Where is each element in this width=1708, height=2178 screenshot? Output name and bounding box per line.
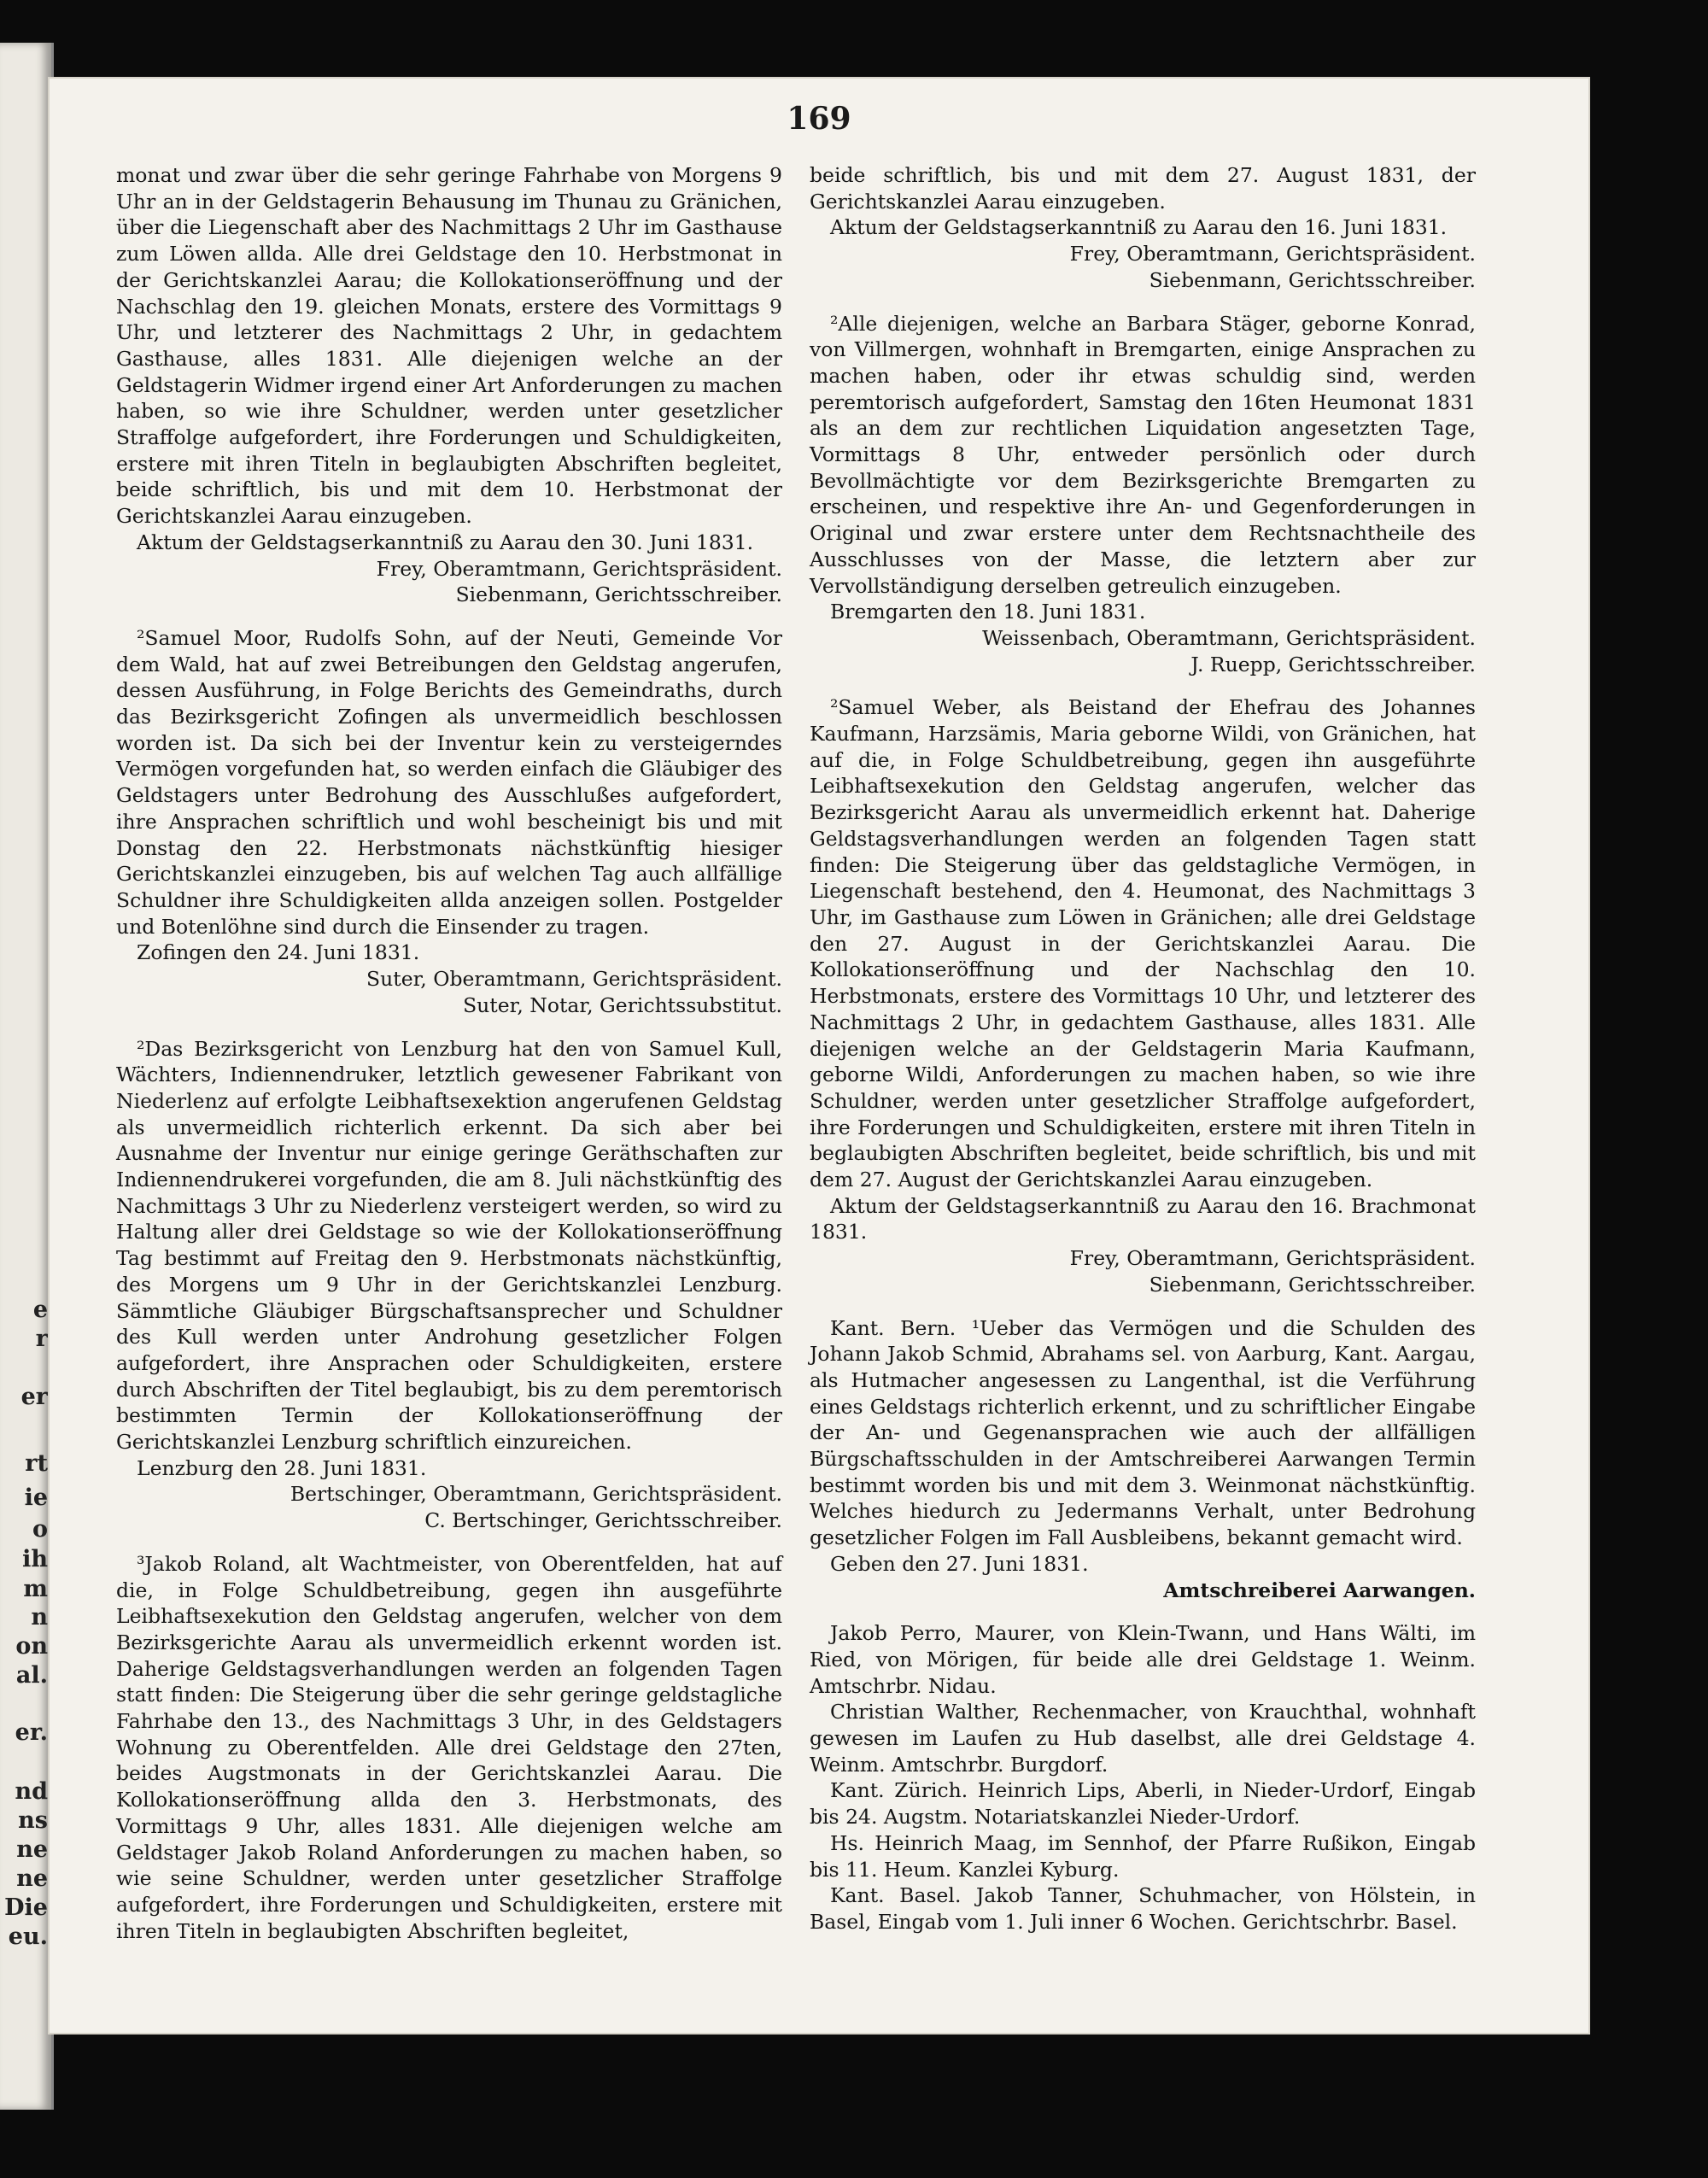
notice-roland-text: ³Jakob Roland, alt Wachtmeister, von Oberentfelden, hat auf die, in Folge Schuldbetreibung, gegen ihn ausgeführte Leibhaftsexekution den Geldstag angerufen, welcher von dem Bezirksgerichte Aarau als unvermeidlich erkennt worden ist. Daherige Geldstagsverhandlungen werden an folgenden Tagen statt finden: Die Steigerung über die sehr geringe geldstagliche Fahrhabe den 13., des Nachmittags 3 Uhr, in des Geldstagers Wohnung zu Oberentfelden. Alle drei Geldstage den 27ten, beides Augstmonats in der Gerichtskanzlei Aarau. Die Kollokationseröffnung allda den 3. Herbstmonats, des Vormittags 9 Uhr, alles 1831. Alle diejenigen welche am Geldstager Jakob Roland Anforderungen zu machen haben, so wie seine Schuldner, werden unter gesetzlicher Straffolge aufgefordert, ihre Forderungen und Schuldigkeiten, erstere mit ihren Titeln in beglaubigten Abschriften begleitet, bbox=[116, 1551, 782, 1943]
notice-tanner-text: Kant. Basel. Jakob Tanner, Schuhmacher, von Hölstein, in Basel, Eingab vom 1. Juli inner 6 Wochen. Gerichtschrbr. Basel. bbox=[810, 1883, 1476, 1934]
prev-page-fragment: Die bbox=[4, 1894, 48, 1921]
prev-page-fragment: ne bbox=[16, 1865, 48, 1892]
right-column bbox=[810, 162, 1476, 1935]
notice-moor-text: ²Samuel Moor, Rudolfs Sohn, auf der Neuti, Gemeinde Vor dem Wald, hat auf zwei Betreibungen den Geldstag angerufen, dessen Ausführung, in Folge Berichts des Gemeindraths, durch das Bezirksgericht Zofingen als unvermeidlich beschlossen worden ist. Da sich bei der Inventur kein zu versteigerndes Vermögen vorgefunden hat, so werden einfach die Gläubiger des Geldstagers unter Bedrohung des Ausschlußes aufgefordert, ihre Ansprachen schriftlich und wohl bescheinigt bis und mit Donstag den 22. Herbstmonats nächstkünftig hiesiger Gerichtskanzlei einzugeben, bis auf welchen Tag auch allfällige Schuldner ihre Schuldigkeiten allda anzeigen sollen. Postgelder und Botenlöhne sind durch die Einsender zu tragen. bbox=[116, 625, 782, 939]
notice-walther-text: Christian Walther, Rechenmacher, von Krauchthal, wohnhaft gewesen im Laufen zu Hub daselbst, alle drei Geldstage 4. Weinm. Amtschrbr. Burgdorf. bbox=[810, 1700, 1476, 1777]
notice-schmid-text: Kant. Bern. ¹Ueber das Vermögen und die Schulden des Johann Jakob Schmid, Abrahams sel. von Aarburg, Kant. Aargau, als Hutmacher angesessen zu Langenthal, ist die Verführung eines Geldstags richterlich erkennt, und zu schriftlicher Eingabe der An- und Gegenansprachen wie auch der allfälligen Bürgschaftsschulden in der Amtschreiberei Aarwangen Termin bestimmt worden bis und mit dem 3. Weinmonat nächstkünftig. Welches hiedurch zu Jedermanns Verhalt, unter Bedrohung gesetzlicher Folgen im Fall Ausbleibens, bekannt gemacht wird. bbox=[810, 1315, 1476, 1550]
prev-page-fragment: m bbox=[23, 1576, 48, 1602]
prev-page-fragment: al. bbox=[15, 1662, 48, 1689]
notice-staeger-date: Bremgarten den 18. Juni 1831. bbox=[830, 600, 1146, 624]
notice-lips-text: Kant. Zürich. Heinrich Lips, Aberli, in Nieder-Urdorf, Eingab bis 24. Augstm. Notariatskanzlei Nieder-Urdorf. bbox=[810, 1778, 1476, 1830]
notice-roland-date: Aktum der Geldstagserkanntniß zu Aarau den 16. Juni 1831. bbox=[830, 215, 1448, 240]
notice-widmer-signature-1: Frey, Oberamtmann, Gerichtspräsident. bbox=[376, 556, 782, 581]
notice-weber-text: ²Samuel Weber, als Beistand der Ehefrau des Johannes Kaufmann, Harzsämis, Maria geborne Wildi, von Gränichen, hat auf die, in Folge Schuldbetreibung, gegen ihn ausgeführte Leibhaftsexekution den Geldstag angerufen, welcher das Bezirksgericht Aarau als unvermeidlich erkennt hat. Daherige Geldstagsverhandlungen werden an folgenden Tagen statt finden: Die Steigerung über das geldstagliche Vermögen, in Liegenschaft bestehend, den 4. Heumonat, des Nachmittags 3 Uhr, im Gasthause zum Löwen in Gränichen; alle drei Geldstage den 27. August in der Gerichtskanzlei Aarau. Die Kollokationseröffnung und der Nachschlag den 10. Herbstmonats, erstere des Vormittags 10 Uhr, und letzterer des Nachmittags 2 Uhr, in gedachtem Gasthause, alles 1831. Alle diejenigen welche an der Geldstagerin Maria Kaufmann, geborne Wildi, Anforderungen zu machen haben, so wie ihre Schuldner, werden unter gesetzlicher Straffolge aufgefordert, ihre Forderungen und Schuldigkeiten, erstere mit ihren Titeln in beglaubigten Abschriften begleitet, beide schriftlich, bis und mit dem 27. August der Gerichtskanzlei Aarau einzugeben. bbox=[810, 695, 1476, 1192]
notice-perro-text: Jakob Perro, Maurer, von Klein-Twann, und Hans Wälti, im Ried, von Mörigen, für beide alle drei Geldstage 1. Weinm. Amtschrbr. Nidau. bbox=[810, 1621, 1476, 1698]
notice-kull-text: ²Das Bezirksgericht von Lenzburg hat den von Samuel Kull, Wächters, Indiennendruker, letztlich gewesener Fabrikant von Niederlenz auf erfolgte Leibhaftsexektion angerufenen Geldstag als unvermeidlich richterlich erkennt. Da sich aber bei Ausnahme der Inventur nur einige geringe Geräthschaften zur Indiennendrukerei vorgefunden, die am 8. Juli nächstkünftig des Nachmittags 3 Uhr zu Niederlenz versteigert werden, so wird zu Haltung aller drei Geldstage so wie der Kollokationseröffnung Tag bestimmt auf Freitag den 9. Herbstmonats nächstkünftig, des Morgens um 9 Uhr in der Gerichtskanzlei Lenzburg. Sämmtliche Gläubiger Bürgschaftsansprecher und Schuldner des Kull werden unter Androhung gesetzlicher Folgen aufgefordert, ihre Ansprachen oder Schuldigkeiten, erstere durch Abschriften der Titel beglaubigt, bis zu dem peremtorisch bestimmten Termin der Kollokationseröffnung der Gerichtskanzlei Lenzburg schriftlich einzureichen. bbox=[116, 1036, 782, 1455]
notice-kull-signature-1: Bertschinger, Oberamtmann, Gerichtspräsident. bbox=[290, 1482, 782, 1507]
notice-moor-date: Zofingen den 24. Juni 1831. bbox=[137, 940, 420, 965]
prev-page-fragment: ie bbox=[24, 1484, 48, 1511]
prev-page-fragment: n bbox=[31, 1604, 48, 1631]
notice-staeger-signature-1: Weissenbach, Oberamtmann, Gerichtspräsident. bbox=[982, 625, 1476, 650]
notice-moor-signature-1: Suter, Oberamtmann, Gerichtspräsident. bbox=[366, 967, 782, 992]
prev-page-fragment: on bbox=[15, 1633, 48, 1660]
notice-roland-continued: beide schriftlich, bis und mit dem 27. August 1831, der Gerichtskanzlei Aarau einzugeben. bbox=[810, 163, 1476, 214]
notice-widmer-signature-2: Siebenmann, Gerichtsschreiber. bbox=[455, 583, 782, 607]
prev-page-fragment: ns bbox=[18, 1807, 48, 1834]
page-number: 169 bbox=[787, 101, 851, 137]
notice-schmid-date: Geben den 27. Juni 1831. bbox=[830, 1551, 1089, 1576]
prev-page-fragment: er. bbox=[15, 1719, 48, 1746]
notice-kull-date: Lenzburg den 28. Juni 1831. bbox=[137, 1455, 427, 1480]
notice-weber-signature-1: Frey, Oberamtmann, Gerichtspräsident. bbox=[1069, 1246, 1476, 1271]
prev-page-fragment: ih bbox=[22, 1546, 48, 1572]
notice-roland-signature-1: Frey, Oberamtmann, Gerichtspräsident. bbox=[1069, 242, 1476, 266]
previous-page-edge bbox=[0, 43, 54, 2110]
notice-staeger-text: ²Alle diejenigen, welche an Barbara Stäger, geborne Konrad, von Villmergen, wohnhaft in Bremgarten, einige Ansprachen zu machen haben, oder ihr etwas schuldig sind, werden peremtorisch aufgefordert, Samstag den 16ten Heumonat 1831 als an dem zur rechtlichen Liquidation angesetzten Tage, Vormittags 8 Uhr, entweder persönlich oder durch Bevollmächtigte vor dem Bezirksgerichte Bremgarten zu erscheinen, und respektive ihre An- und Gegenforderungen in Original und zwar erstere unter dem Rechtsnachtheile des Ausschlusses von der Masse, die letztern aber zur Vervollständigung derselben getreulich einzugeben. bbox=[810, 311, 1476, 598]
prev-page-fragment: rt bbox=[25, 1450, 48, 1477]
prev-page-fragment: e bbox=[32, 1297, 48, 1323]
notice-staeger-signature-2: J. Ruepp, Gerichtsschreiber. bbox=[1190, 652, 1476, 676]
notice-maag-text: Hs. Heinrich Maag, im Sennhof, der Pfarre Rußikon, Eingab bis 11. Heum. Kanzlei Kyburg. bbox=[810, 1830, 1476, 1882]
prev-page-fragment: eu. bbox=[8, 1923, 48, 1950]
notice-widmer-date: Aktum der Geldstagserkanntniß zu Aarau den 30. Juni 1831. bbox=[137, 530, 754, 554]
newspaper-page bbox=[50, 79, 1588, 2033]
notice-weber-date: Aktum der Geldstagserkanntniß zu Aarau den 16. Brachmonat 1831. bbox=[810, 1193, 1476, 1244]
notice-kull-signature-2: C. Bertschinger, Gerichtsschreiber. bbox=[424, 1508, 782, 1533]
left-column bbox=[116, 162, 782, 1944]
prev-page-fragment: nd bbox=[15, 1778, 48, 1805]
prev-page-fragment: ne bbox=[16, 1836, 48, 1863]
prev-page-fragment: r bbox=[35, 1326, 48, 1352]
notice-widmer-text: monat und zwar über die sehr geringe Fahrhabe von Morgens 9 Uhr an in der Geldstagerin Behausung im Thunau zu Gränichen, über die Liegenschaft aber des Nachmittags 2 Uhr im Gasthause zum Löwen allda. Alle drei Geldstage den 10. Herbstmonat in der Gerichtskanzlei Aarau; die Kollokationseröffnung und der Nachschlag den 19. gleichen Monats, erstere des Vormittags 9 Uhr, und letzterer des Nachmittags 2 Uhr, in gedachtem Gasthause, alles 1831. Alle diejenigen welche an der Geldstagerin Widmer irgend einer Art Anforderungen zu machen haben, so wie ihre Schuldner, werden unter gesetzlicher Straffolge aufgefordert, ihre Forderungen und Schuldigkeiten, erstere mit ihren Titeln in beglaubigten Abschriften begleitet, beide schriftlich, bis und mit dem 10. Herbstmonat der Gerichtskanzlei Aarau einzugeben. bbox=[116, 163, 782, 529]
notice-schmid-signature: Amtschreiberei Aarwangen. bbox=[1163, 1578, 1476, 1602]
notice-roland-signature-2: Siebenmann, Gerichtsschreiber. bbox=[1149, 267, 1476, 292]
notice-weber-signature-2: Siebenmann, Gerichtsschreiber. bbox=[1149, 1272, 1476, 1297]
notice-moor-signature-2: Suter, Notar, Gerichtssubstitut. bbox=[463, 992, 782, 1017]
prev-page-fragment: o bbox=[32, 1516, 48, 1543]
prev-page-fragment: er bbox=[20, 1384, 48, 1410]
